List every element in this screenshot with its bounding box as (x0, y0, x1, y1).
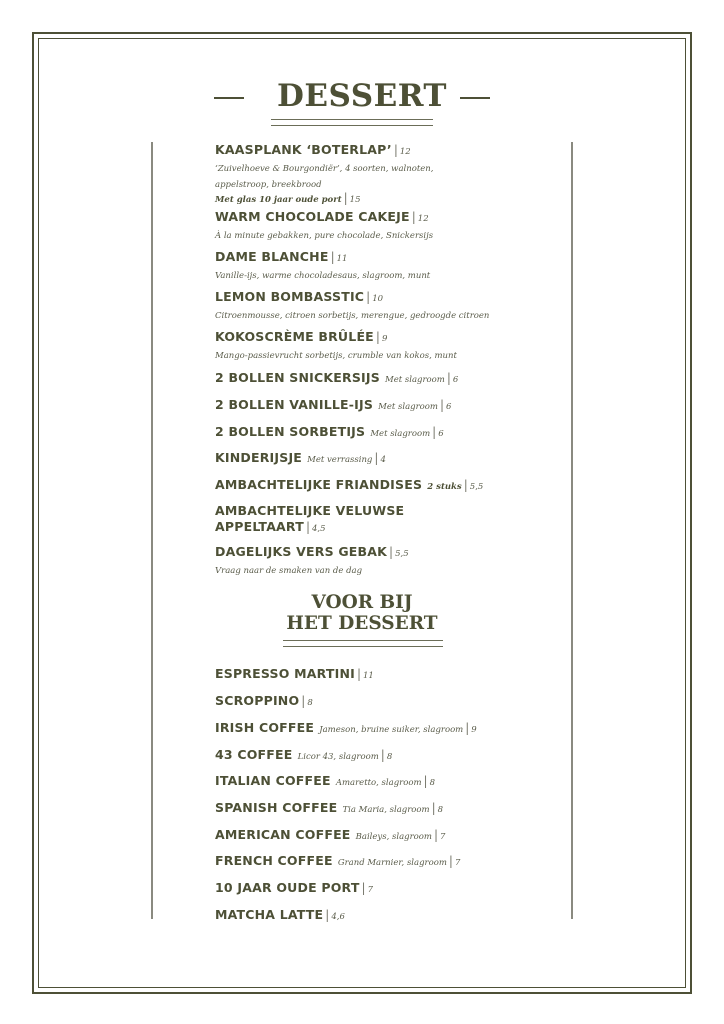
menu-item-kokoscreme-brulee: KOKOSCRÈME BRÛLÉE | 9 Mango-passievrucht sorbetijs, crumble van kokos, munt (215, 329, 457, 361)
item-inline-desc: 2 stuks (427, 482, 462, 492)
item-name: KINDERIJSJE (215, 450, 303, 465)
item-name: ITALIAN COFFEE (215, 773, 331, 788)
item-inline-desc: Grand Marnier, slagroom (337, 858, 447, 868)
menu-item-spanish-coffee: SPANISH COFFEE Tia Maria, slagroom | 8 (215, 800, 444, 815)
item-inline-desc: Met slagroom (378, 402, 438, 412)
item-price: 5,5 (395, 549, 409, 559)
item-price: 7 (367, 885, 374, 895)
item-price: 4,6 (331, 912, 345, 922)
after-title-line1: VOOR BIJ (311, 592, 413, 613)
item-name: SPANISH COFFEE (215, 800, 338, 815)
menu-item-kaasplank: KAASPLANK ‘BOTERLAP’ | 12 ‘Zuivelhoeve & Bourgondiër’, 4 soorten, walnoten, appelstroop, breekbrood Met glas 10 jaar oude port | 15 (215, 142, 434, 205)
item-price: 4 (380, 455, 386, 465)
menu-item-oude-port: 10 JAAR OUDE PORT | 7 (215, 880, 374, 895)
item-name: WARM CHOCOLADE CAKEJE (215, 209, 410, 224)
title-dash-right (460, 97, 490, 99)
item-price: 8 (429, 778, 435, 788)
menu-item-espresso-martini: ESPRESSO MARTINI | 11 (215, 666, 374, 681)
item-name: LEMON BOMBASSTIC (215, 289, 365, 304)
item-price: 12 (417, 214, 429, 224)
item-description: appelstroop, breekbrood (215, 179, 322, 190)
menu-item-43-coffee: 43 COFFEE Licor 43, slagroom | 8 (215, 747, 393, 762)
item-name: FRENCH COFFEE (215, 853, 333, 868)
menu-item-appeltaart: AMBACHTELIJKE VELUWSE APPELTAART | 4,5 (215, 503, 405, 534)
item-name: IRISH COFFEE (215, 720, 315, 735)
item-description: Vanille-ijs, warme chocoladesaus, slagroom, munt (215, 271, 431, 281)
menu-item-irish-coffee: IRISH COFFEE Jameson, bruine suiker, slagroom | 9 (215, 720, 477, 735)
item-inline-desc: Met slagroom (385, 375, 445, 385)
item-name: DAME BLANCHE (215, 249, 329, 264)
item-name: AMBACHTELIJKE FRIANDISES (215, 477, 423, 492)
item-name: ESPRESSO MARTINI (215, 666, 355, 681)
item-price: 11 (336, 254, 348, 264)
item-price: 7 (454, 858, 461, 868)
menu-item-chocolade-cakeje: WARM CHOCOLADE CAKEJE | 12 À la minute gebakken, pure chocolade, Snickersijs (215, 209, 434, 241)
item-name: MATCHA LATTE (215, 907, 324, 922)
item-name: KAASPLANK ‘BOTERLAP’ (215, 142, 392, 157)
item-name: SCROPPINO (215, 693, 300, 708)
item-description: ‘Zuivelhoeve & Bourgondiër’, 4 soorten, walnoten, (215, 164, 434, 174)
item-name: 2 BOLLEN SORBETIJS (215, 424, 366, 439)
item-extra: Met glas 10 jaar oude port (215, 195, 342, 205)
item-inline-desc: Baileys, slagroom (355, 832, 432, 842)
item-inline-desc: Met slagroom (370, 429, 431, 439)
menu-item-matcha-latte: MATCHA LATTE | 4,6 (215, 907, 345, 922)
item-price: 7 (439, 832, 446, 842)
item-inline-desc: Met verrassing (307, 455, 373, 465)
item-description: À la minute gebakken, pure chocolade, Snickersijs (215, 231, 434, 241)
item-inline-desc: Amaretto, slagroom (335, 778, 422, 788)
menu-item-american-coffee: AMERICAN COFFEE Baileys, slagroom | 7 (215, 827, 446, 842)
menu-item-friandises: AMBACHTELIJKE FRIANDISES 2 stuks | 5,5 (215, 477, 484, 492)
item-name: KOKOSCRÈME BRÛLÉE (215, 329, 374, 344)
item-name: 10 JAAR OUDE PORT (215, 880, 360, 895)
item-extra-price: 15 (349, 195, 361, 205)
item-description: Citroenmousse, citroen sorbetijs, merengue, gedroogde citroen (215, 311, 490, 321)
item-price: 8 (437, 805, 444, 815)
item-description: Mango-passievrucht sorbetijs, crumble van kokos, munt (215, 351, 457, 361)
menu-item-dame-blanche: DAME BLANCHE | 11 Vanille-ijs, warme chocoladesaus, slagroom, munt (215, 249, 431, 281)
menu-item-sorbetijs: 2 BOLLEN SORBETIJS Met slagroom | 6 (215, 424, 444, 439)
menu-item-snickersijs: 2 BOLLEN SNICKERSIJS Met slagroom | 6 (215, 370, 459, 385)
menu-item-vanille-ijs: 2 BOLLEN VANILLE-IJS Met slagroom | 6 (215, 397, 452, 412)
item-name: AMBACHTELIJKE VELUWSE (215, 503, 405, 518)
item-name: AMERICAN COFFEE (215, 827, 351, 842)
menu-item-lemon-bombasstic: LEMON BOMBASSTIC | 10 Citroenmousse, citroen sorbetijs, merengue, gedroogde citroen (215, 289, 490, 321)
item-price: 6 (438, 429, 444, 439)
item-inline-desc: Tia Maria, slagroom (342, 805, 430, 815)
item-price: 8 (307, 698, 313, 708)
menu-item-french-coffee: FRENCH COFFEE Grand Marnier, slagroom | 7 (215, 853, 461, 868)
item-price: 6 (446, 402, 452, 412)
after-dessert-title (0, 592, 724, 634)
item-price: 11 (363, 671, 374, 681)
item-price: 4,5 (311, 524, 326, 534)
after-title-line2: HET DESSERT (286, 613, 438, 634)
subtitle-double-rule (283, 640, 443, 647)
menu-item-kinderijsje: KINDERIJSJE Met verrassing | 4 (215, 450, 386, 465)
item-price: 12 (399, 147, 411, 157)
item-inline-desc: Licor 43, slagroom (297, 752, 379, 762)
item-name: DAGELIJKS VERS GEBAK (215, 544, 388, 559)
title-double-rule (271, 119, 433, 126)
item-description: Vraag naar de smaken van de dag (215, 566, 363, 576)
item-price: 6 (452, 375, 459, 385)
item-price: 8 (386, 752, 393, 762)
dessert-title: DESSERT (276, 78, 448, 114)
menu-item-scroppino: SCROPPINO | 8 (215, 693, 313, 708)
right-divider-line (571, 142, 573, 919)
item-name: APPELTAART (215, 519, 304, 534)
item-price: 9 (471, 725, 477, 735)
item-inline-desc: Jameson, bruine suiker, slagroom (319, 725, 464, 735)
menu-item-italian-coffee: ITALIAN COFFEE Amaretto, slagroom | 8 (215, 773, 435, 788)
item-price: 5,5 (469, 482, 484, 492)
item-price: 9 (381, 334, 388, 344)
item-name: 2 BOLLEN SNICKERSIJS (215, 370, 380, 385)
item-name: 43 COFFEE (215, 747, 293, 762)
item-name: 2 BOLLEN VANILLE-IJS (215, 397, 374, 412)
item-price: 10 (372, 294, 384, 304)
menu-item-vers-gebak: DAGELIJKS VERS GEBAK | 5,5 Vraag naar de smaken van de dag (215, 544, 409, 576)
left-divider-line (151, 142, 153, 919)
